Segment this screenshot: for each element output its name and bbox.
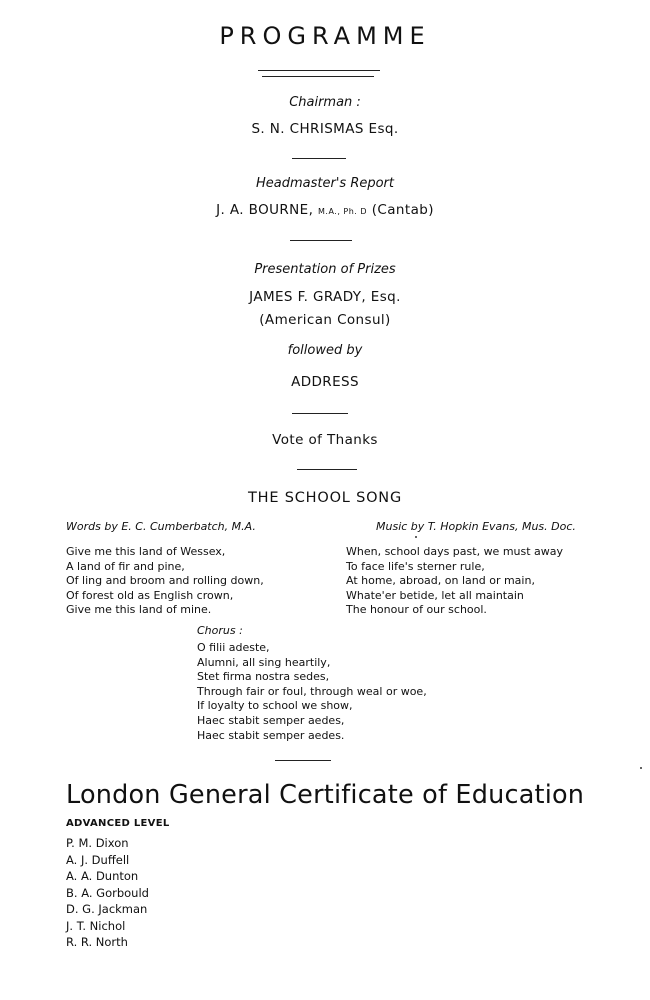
chorus-label: Chorus : [197, 624, 243, 637]
divider-rule [292, 413, 348, 414]
verse-line: Give me this land of mine. [66, 603, 212, 617]
chorus [197, 641, 427, 743]
candidate-name: A. J. Duffell [66, 852, 130, 867]
headmaster-qualifications: M.A., Ph. D [318, 207, 368, 216]
chorus-line: If loyalty to school we show, [197, 699, 353, 713]
advanced-level-label: ADVANCED LEVEL [66, 818, 170, 829]
verse-line: Whate'er betide, let all maintain [346, 588, 524, 602]
headmaster-university: (Cantab) [371, 202, 434, 218]
programme-title: PROGRAMME [219, 22, 431, 50]
divider-rule [292, 158, 346, 159]
divider-rule [275, 760, 331, 761]
candidate-list [66, 835, 149, 951]
verse-line: A land of fir and pine, [66, 559, 185, 573]
candidate-name: J. T. Nichol [66, 918, 126, 933]
prizes-label: Presentation of Prizes [254, 262, 396, 277]
verse-line: Of forest old as English crown, [66, 588, 234, 602]
verse-right [346, 545, 563, 618]
chorus-line: Haec stabit semper aedes. [197, 728, 345, 742]
school-song-title: THE SCHOOL SONG [248, 490, 402, 506]
followed-by-label: followed by [287, 343, 363, 358]
vote-of-thanks: Vote of Thanks [272, 432, 378, 448]
gce-heading: London General Certificate of Education [66, 780, 585, 810]
verse-line: To face life's sterner rule, [346, 559, 485, 573]
verse-line: Give me this land of Wessex, [66, 545, 226, 558]
candidate-name: D. G. Jackman [66, 902, 148, 916]
chorus-line: Through fair or foul, through weal or woe, [197, 684, 427, 698]
music-credit: Music by T. Hopkin Evans, Mus. Doc. [376, 520, 576, 533]
headmaster-name: J. A. BOURNE, [216, 202, 314, 218]
verse-line: When, school days past, we must away [346, 545, 564, 558]
chairman-label: Chairman : [289, 95, 361, 110]
verse-line: At home, abroad, on land or main, [346, 574, 535, 588]
verse-line: The honour of our school. [346, 603, 487, 617]
address-label: ADDRESS [291, 374, 359, 390]
print-speck [415, 536, 417, 538]
headmaster-label: Headmaster's Report [256, 176, 394, 191]
words-credit: Words by E. C. Cumberbatch, M.A. [66, 520, 256, 533]
candidate-name: R. R. North [66, 935, 128, 949]
chorus-line: Alumni, all sing heartily, [197, 655, 331, 669]
headmaster-line [0, 202, 650, 218]
candidate-name: B. A. Gorbould [66, 885, 149, 900]
divider-rule [290, 240, 352, 241]
print-speck [640, 767, 642, 769]
prizes-presenter-name: JAMES F. GRADY, Esq. [249, 289, 401, 305]
divider-rule [297, 469, 357, 470]
chairman-name: S. N. CHRISMAS Esq. [251, 121, 399, 137]
title-rule-upper [258, 70, 380, 71]
chorus-line: Stet firma nostra sedes, [197, 670, 330, 684]
title-rule-lower [262, 76, 374, 77]
candidate-name: A. A. Dunton [66, 869, 139, 883]
candidate-name: P. M. Dixon [66, 836, 129, 850]
chorus-line: O filii adeste, [197, 641, 270, 654]
verse-left [66, 545, 264, 618]
prizes-presenter-role: (American Consul) [259, 312, 391, 328]
chorus-line: Haec stabit semper aedes, [197, 713, 345, 727]
verse-line: Of ling and broom and rolling down, [66, 574, 264, 588]
